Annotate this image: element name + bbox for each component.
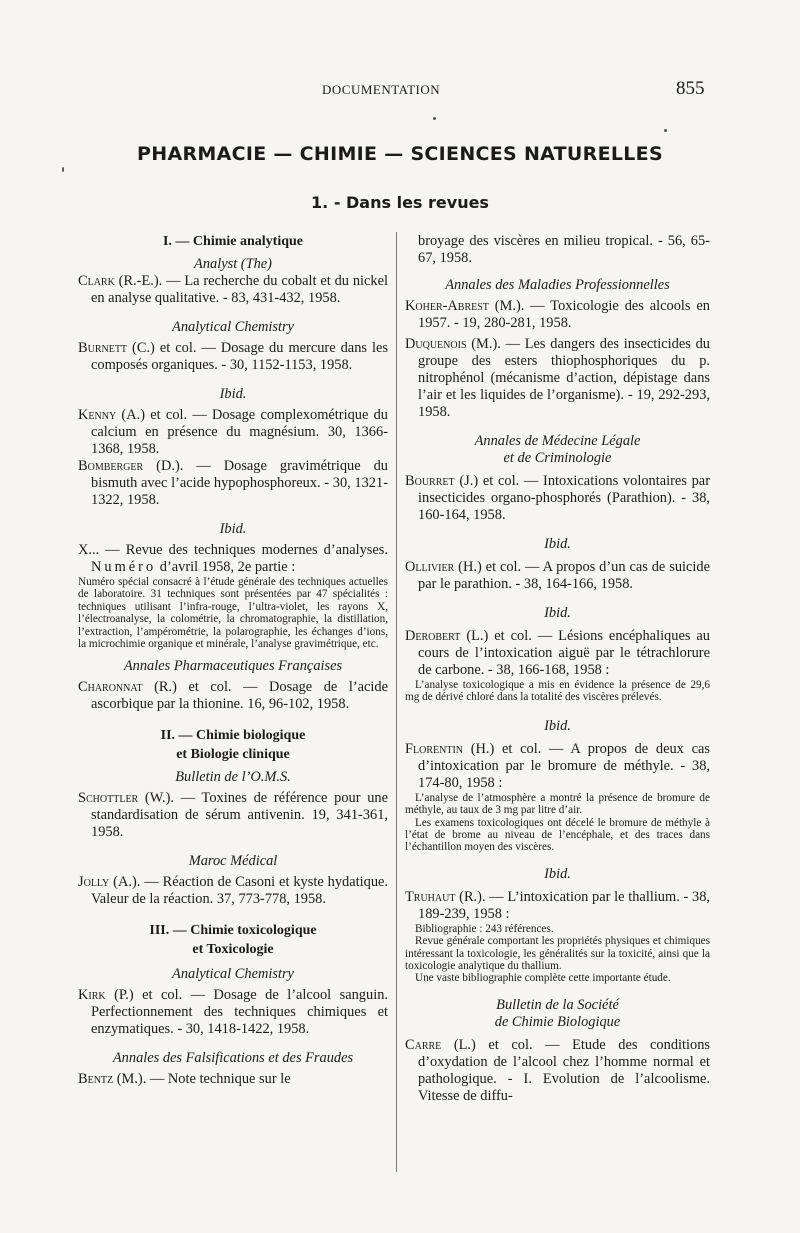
bibliography-entry bbox=[78, 679, 388, 713]
entry-author: Kenny (A.) bbox=[78, 407, 146, 423]
journal-title: Bulletin de l’O.M.S. bbox=[175, 769, 291, 786]
entry-author: Jolly (A.). bbox=[78, 874, 141, 891]
entry-text: — Dosage gravimétrique du bismuth avec l’acide hypophosphoreux. - 30, 1321-1322, 1958. bbox=[91, 458, 389, 508]
print-speck bbox=[62, 167, 64, 172]
entry-author: Schottler (W.). bbox=[78, 790, 174, 807]
journal-title: Ibid. bbox=[544, 605, 571, 621]
entry-text: et col. — Dosage de l’acide ascorbique par la thionine. 16, 96-102, 1958. bbox=[91, 679, 388, 713]
bibliography-entry bbox=[78, 407, 388, 458]
journal-title: Annales des Falsifications et des Fraudes bbox=[112, 1050, 354, 1067]
print-speck bbox=[664, 129, 667, 132]
running-head bbox=[0, 80, 800, 100]
entry-text: — L’intoxication par le thallium. - 38, 189-239, 1958 : bbox=[418, 888, 710, 922]
entry-author: Florentin (H.) bbox=[405, 740, 495, 757]
section-heading: I. — Chimie analytique bbox=[162, 234, 303, 249]
entry-text: — Réaction de Casoni et kyste hydatique. Valeur de la réaction. 37, 773-778, 1958. bbox=[91, 874, 389, 908]
entry-note: Numéro spécial consacré à l’étude générale des techniques actuelles de laboratoire. 31 techniques sont présentées par 47 spécialités : techniques utilisant l’infra-rouge, l’ultra-violet, les rayons X, l’électroanalyse, la colométrie, la chromatographie, la distillation, l’extraction, l’ampérométrie, la polarographie, les échanges d’ions, la microchimie organique et minérale, l’analyse gravimétrique, etc. bbox=[78, 576, 388, 651]
journal-title: Annales de Médecine Légale bbox=[474, 433, 641, 449]
bibliography-entry bbox=[405, 1037, 710, 1105]
journal-title: de Chimie Biologique bbox=[494, 1013, 621, 1030]
left-column bbox=[78, 233, 388, 1088]
bibliography-entry bbox=[78, 987, 388, 1038]
bibliography-entry bbox=[405, 473, 710, 524]
entry-text: et col. — A propos d’un cas de suicide par le parathion. - 38, 164-166, 1958. bbox=[418, 559, 710, 592]
journal-title: Annales des Maladies Professionnelles bbox=[445, 277, 670, 293]
entry-text: — Toxines de référence pour une standardisation de sérum antivenin. 19, 341-361, 1958. bbox=[91, 790, 389, 841]
entry-author: Charonnat (R.) bbox=[78, 679, 177, 696]
entry-author: X... bbox=[78, 542, 100, 558]
page-number: 855 bbox=[676, 78, 705, 99]
journal-title: Analyst (The) bbox=[194, 256, 272, 272]
entry-text: et col. — A propos de deux cas d’intoxication par le bromure de méthyle. - 38, 174-80, 1958 : bbox=[418, 740, 710, 791]
journal-title: Ibid. bbox=[219, 386, 247, 402]
main-title: PHARMACIE — CHIMIE — SCIENCES NATURELLES bbox=[137, 143, 663, 165]
journal-title: Analytical Chemistry bbox=[172, 319, 294, 335]
entry-note: Une vaste bibliographie complète cette importante étude. bbox=[415, 972, 671, 985]
entry-author: Clark (R.-E.). bbox=[78, 273, 163, 289]
section-heading: II. — Chimie biologique bbox=[160, 728, 306, 744]
bibliography-entry bbox=[78, 1071, 388, 1088]
section-title: 1. - Dans les revues bbox=[311, 193, 489, 212]
entry-note: L’analyse toxicologique a mis en évidence la présence de 29,6 mg de dérivé chloré dans la totalité des viscères prélevés. bbox=[405, 679, 710, 704]
entry-author: Carre (L.) bbox=[405, 1036, 476, 1053]
entry-text: — Toxicologie des alcools en 1957. - 19, 280-281, 1958. bbox=[418, 298, 710, 331]
entry-text: et col. — Dosage complexométrique du calcium en présence du magnésium. 30, 1366-1368, 1958. bbox=[91, 407, 389, 457]
journal-title: Ibid. bbox=[219, 521, 247, 537]
journal-title: Ibid. bbox=[544, 536, 571, 552]
entry-text: et col. — Dosage de l’alcool sanguin. Perfectionnement des techniques chimiques et enzymatiques. - 30, 1418-1422, 1958. bbox=[91, 987, 388, 1038]
section-heading: III. — Chimie toxicologique bbox=[149, 923, 317, 939]
bibliography-entry bbox=[405, 741, 710, 792]
entry-author: Koher-Abrest (M.). bbox=[405, 298, 525, 314]
bibliography-entry bbox=[405, 336, 710, 421]
entry-text: — Revue des techniques modernes d’analyses. bbox=[99, 542, 388, 558]
running-head-title: DOCUMENTATION bbox=[322, 82, 441, 97]
section-heading: et Toxicologie bbox=[192, 942, 274, 958]
entry-note: L’analyse de l’atmosphère a montré la présence de bromure de méthyle, au taux de 3 mg par litre d’air. bbox=[405, 791, 710, 817]
journal-title: Maroc Médical bbox=[188, 853, 278, 870]
entry-author: Bourret (J.) bbox=[405, 473, 479, 489]
entry-text: et col. — Etude des conditions d’oxydation de l’alcool chez l’homme normal et pathologique. - I. Evolution de l’alcoolisme. Vitesse de diffu- bbox=[418, 1036, 710, 1104]
bibliography-entry bbox=[405, 628, 710, 679]
bibliography-entry bbox=[405, 559, 710, 593]
journal-title: Bulletin de la Société bbox=[496, 996, 619, 1013]
entry-text: d’avril 1958, 2e partie : bbox=[156, 559, 296, 575]
entry-note: Bibliographie : 243 références. bbox=[415, 922, 554, 935]
journal-title: Ibid. bbox=[544, 717, 571, 734]
entry-author: Duquenois (M.). bbox=[405, 336, 501, 352]
journal-title: et de Criminologie bbox=[503, 450, 612, 466]
entry-author: Bentz (M.). bbox=[78, 1071, 147, 1088]
bibliography-entry bbox=[78, 790, 388, 841]
journal-title: Analytical Chemistry bbox=[172, 966, 294, 983]
journal-title: Annales Pharmaceutiques Françaises bbox=[123, 658, 343, 675]
entry-text: et col. — Dosage du mercure dans les composés organiques. - 30, 1152-1153, 1958. bbox=[91, 340, 388, 373]
right-column bbox=[405, 233, 710, 1105]
entry-author: Bomberger (D.). bbox=[78, 458, 184, 474]
entry-author: Kirk (P.) bbox=[78, 987, 134, 1004]
entry-emphasis: Numéro bbox=[91, 559, 157, 575]
bibliography-entry bbox=[405, 298, 710, 332]
journal-title: Ibid. bbox=[544, 865, 571, 882]
bibliography-entry bbox=[405, 889, 710, 923]
entry-note: Revue générale comportant les propriétés physiques et chimiques intéressant la toxicologie, les généralités sur la toxicité, ainsi que la toxicologie analytique du thallium. bbox=[405, 935, 710, 973]
entry-text: et col. — Lésions encéphaliques au cours de l’intoxication aiguë par le tétrachlorure de carbone. - 38, 166-168, 1958 : bbox=[418, 628, 711, 678]
entry-author: Burnett (C.) bbox=[78, 340, 155, 356]
entry-note: Les examens toxicologiques ont décelé le bromure de méthyle à l’état de brome au niveau de l’encéphale, et des traces dans l’échantillon moyen des viscères. bbox=[405, 816, 710, 854]
bibliography-entry bbox=[78, 542, 388, 576]
bibliography-entry bbox=[78, 874, 388, 908]
entry-text: et col. — Intoxications volontaires par insecticides organo-phosphorés (Parathion). - 38, 160-164, 1958. bbox=[418, 473, 710, 523]
bibliography-entry bbox=[78, 458, 388, 509]
print-speck bbox=[433, 117, 436, 120]
section-heading: et Biologie clinique bbox=[176, 747, 290, 763]
entry-text: — La recherche du cobalt et du nickel en analyse qualitative. - 83, 431-432, 1958. bbox=[91, 273, 388, 306]
bibliography-entry bbox=[78, 273, 388, 307]
entry-continuation: broyage des viscères en milieu tropical. - 56, 65-67, 1958. bbox=[418, 233, 710, 266]
entry-text: — Note technique sur le bbox=[146, 1071, 291, 1088]
column-divider bbox=[396, 232, 397, 1172]
entry-author: Derobert (L.) bbox=[405, 628, 489, 644]
bibliography-entry bbox=[78, 340, 388, 374]
entry-author: Truhaut (R.). bbox=[405, 888, 486, 905]
entry-author: Ollivier (H.) bbox=[405, 559, 482, 575]
entry-text: — Les dangers des insecticides du groupe des esters thiophosphoriques du p. nitrophénol (mécanisme d’action, dépistage dans l’air et les liquides de l’organisme). - 19, 292-293, 1958. bbox=[418, 336, 710, 420]
